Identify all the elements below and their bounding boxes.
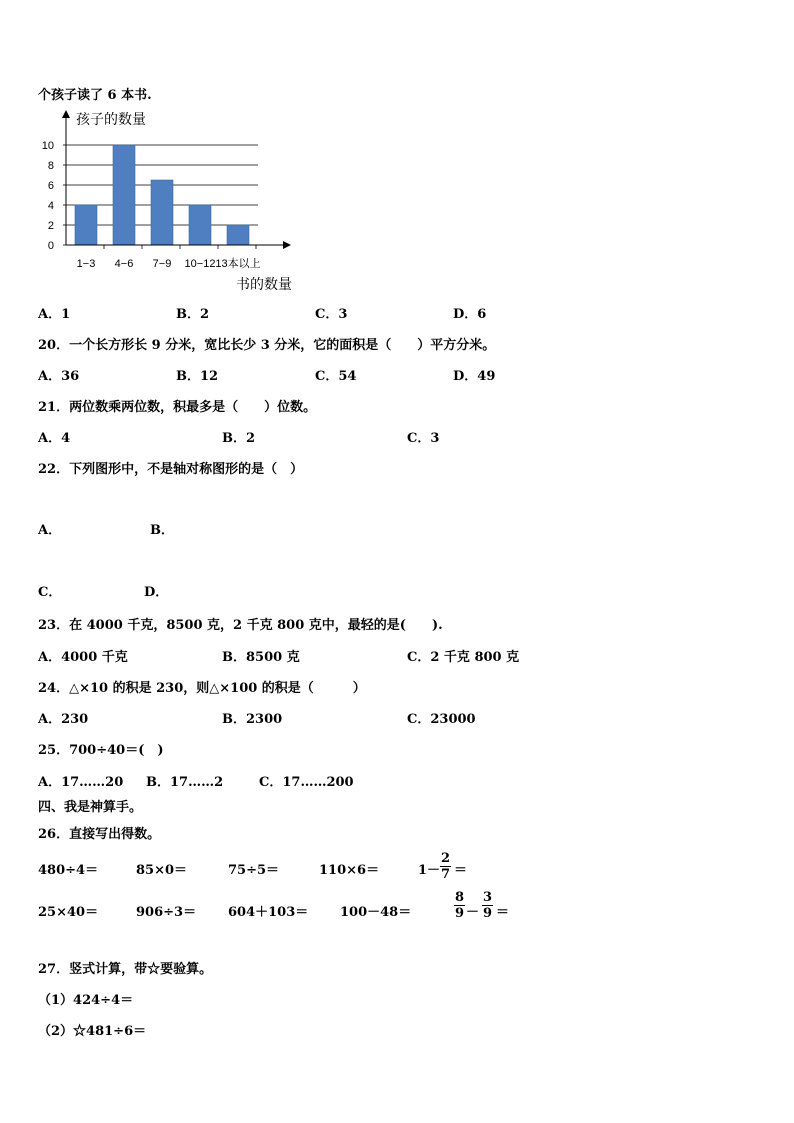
chart-ytick-label: 8 (47, 160, 54, 172)
fraction-numerator: 8 (455, 890, 465, 905)
chart-bar (113, 145, 135, 245)
calc-item: 906÷3＝ (136, 905, 197, 920)
q19-option-c[interactable]: C．3 (315, 307, 348, 322)
chart-ytick-label: 4 (47, 200, 54, 212)
q21-text: 21．两位数乘两位数，积最多是（ ）位数。 (38, 400, 317, 415)
q19-option-d[interactable]: D．6 (453, 307, 487, 322)
chart-bar (151, 180, 173, 245)
q23-text: 23．在 4000 千克，8500 克，2 千克 800 克中，最轻的是( ). (38, 618, 443, 633)
q24-option-b[interactable]: B．2300 (222, 712, 283, 727)
q25-text: 25．700÷40＝( ) (38, 743, 164, 758)
chart-ytick-label: 0 (47, 240, 54, 252)
fraction (440, 851, 451, 882)
q20-text: 20．一个长方形长 9 分米，宽比长少 3 分米，它的面积是（ ）平方分米。 (38, 338, 496, 353)
q27-item-2: （2）☆481÷6＝ (38, 1024, 147, 1039)
fraction-minus: － (466, 905, 480, 920)
q20-option-b[interactable]: B．12 (176, 369, 219, 384)
chart-xlabel: 书的数量 (236, 276, 292, 292)
q20-option-c[interactable]: C．54 (315, 369, 357, 384)
q27-item-1: （1）424÷4＝ (38, 993, 134, 1008)
fraction-numerator: 2 (441, 851, 451, 866)
fraction-denominator: 9 (483, 906, 493, 921)
chart-x-arrow (283, 241, 291, 249)
q25-option-a[interactable]: A．17……20 (38, 775, 124, 790)
section-heading: 四、我是神算手。 (38, 800, 143, 815)
fraction-equals: ＝ (496, 905, 510, 920)
q20-option-d[interactable]: D．49 (453, 369, 496, 384)
chart-xtick-label: 4−6 (114, 258, 134, 270)
q27-text: 27．竖式计算，带☆要验算。 (38, 962, 213, 977)
chart-xtick-label: 10−12 (184, 258, 216, 270)
fraction (454, 890, 465, 921)
chart-ytick-label: 10 (41, 140, 54, 152)
q26-text: 26．直接写出得数。 (38, 827, 161, 842)
intro-line: 个孩子读了 6 本书. (38, 88, 152, 103)
q21-option-c[interactable]: C．3 (407, 431, 440, 446)
q22-option-b[interactable]: B． (150, 523, 174, 538)
q22-text: 22．下列图形中，不是轴对称图形的是（ ） (38, 462, 304, 477)
q25-option-b[interactable]: B．17……2 (146, 775, 224, 790)
chart-y-arrow (62, 110, 70, 118)
fraction-numerator: 3 (483, 890, 493, 905)
chart-ylabel: 孩子的数量 (76, 111, 146, 127)
q21-option-a[interactable]: A．4 (38, 431, 71, 446)
fraction-equals: ＝ (454, 863, 468, 878)
q19-option-b[interactable]: B．2 (176, 307, 210, 322)
calc-item: 25×40＝ (38, 905, 99, 920)
q25-option-c[interactable]: C．17……200 (259, 775, 354, 790)
chart-bar (189, 205, 211, 245)
bar-chart (36, 108, 306, 298)
calc-item: 604＋103＝ (228, 905, 309, 920)
calc-item: 85×0＝ (136, 863, 188, 878)
q23-option-a[interactable]: A．4000 千克 (38, 650, 128, 665)
chart-bar (227, 225, 249, 245)
calc-item: 110×6＝ (319, 863, 380, 878)
q23-option-b[interactable]: B．8500 克 (222, 650, 300, 665)
chart-bars (75, 145, 249, 245)
q24-option-a[interactable]: A．230 (38, 712, 89, 727)
q19-option-a[interactable]: A．1 (38, 307, 71, 322)
chart-ytick-label: 6 (47, 180, 54, 192)
calc-item: 75÷5＝ (228, 863, 280, 878)
fraction-lead: 1－ (418, 863, 441, 878)
calc-item: 100－48＝ (340, 905, 412, 920)
chart-bar (75, 205, 97, 245)
q21-option-b[interactable]: B．2 (222, 431, 256, 446)
fraction (482, 890, 493, 921)
q22-option-d[interactable]: D． (144, 585, 169, 600)
calc-item: 480÷4＝ (38, 863, 99, 878)
fraction-denominator: 9 (455, 906, 465, 921)
q24-text: 24．△×10 的积是 230，则△×100 的积是（ ） (38, 681, 366, 696)
q20-option-a[interactable]: A．36 (38, 369, 80, 384)
chart-ytick-label: 2 (47, 220, 54, 232)
chart-xtick-label: 7−9 (152, 258, 172, 270)
q24-option-c[interactable]: C．23000 (407, 712, 476, 727)
q22-option-c[interactable]: C． (38, 585, 62, 600)
q22-option-a[interactable]: A． (38, 523, 62, 538)
q23-option-c[interactable]: C．2 千克 800 克 (407, 650, 520, 665)
fraction-denominator: 7 (441, 867, 451, 882)
chart-xtick-label: 1−3 (76, 258, 96, 270)
chart-xtick-label: 13本以上 (215, 258, 261, 270)
